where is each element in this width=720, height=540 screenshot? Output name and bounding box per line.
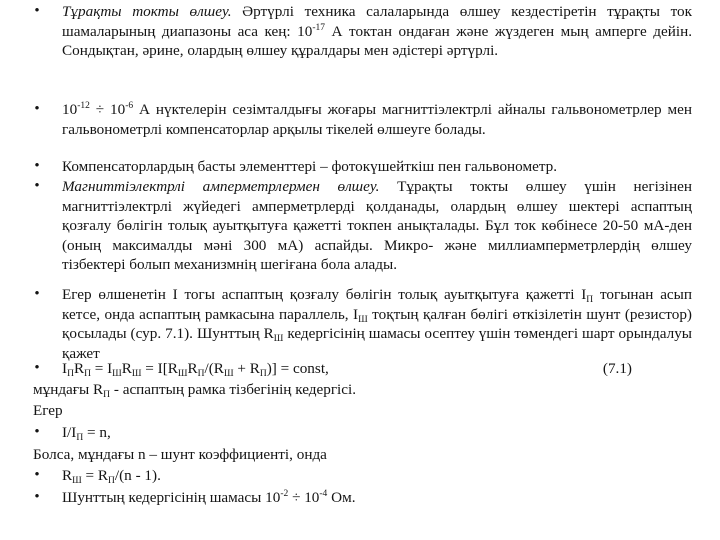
paragraph-direct-current: Тұрақты токты өлшеу. Әртүрлі техника салаларында өлшеу кездестіретін тұрақты ток шамаларының диапазоны аса кең: $10^{-17}$ А токтан ондаған және жүздеген мың амперге дейін. Сондықтан, әрине, олардың өлшеу құралдары мен әдістері әртүрлі.	[62, 3, 692, 59]
bullet-marker	[30, 157, 44, 177]
paragraph-shunt-coefficient: Болса, мұндағы n – шунт коэффициенті, онда	[33, 446, 327, 463]
bullet-marker	[30, 466, 44, 486]
bullet-marker	[30, 285, 44, 305]
paragraph-galvanometer: $10^{-12} \div 10^{-6}$ А нүктелерін сезімталдығы жоғары магниттіэлектрлі айналы гальвонометрлер мен гальвонометрлі компенсаторлар арқылы тікелей өлшеуге болады.	[62, 101, 692, 138]
bullet-marker	[30, 359, 44, 379]
bullet-marker	[30, 2, 44, 22]
paragraph-if: Егер	[33, 402, 63, 419]
paragraph-title: Магниттіэлектрлі амперметрлермен өлшеу.	[62, 178, 380, 195]
equation-7-1: $I_ПR_П = I_ШR_Ш = I[R_ШR_П/(R_Ш + R_П)]$ = const, (7.1)	[62, 360, 632, 379]
paragraph-shunt: Егер өлшенетін I тогы аспаптың қозғалу бөлігін толық ауытқытуға қажетті $I_П$ тогынан асып кетсе, онда аспаптың рамкасына параллель, $I_Ш$ тоқтың қалған бөлігі өткізілетін шунт (резистор) қосылады (сур. 7.1). Шунттың $R_Ш$ кедергісінің шамасы осептеу үшін төмендегі шарт орындалуы қажет	[62, 286, 693, 362]
bullet-marker	[30, 488, 44, 508]
equation-number: (7.1)	[602, 360, 632, 377]
paragraph-where-resistance: мұндағы $R_П$ - аспаптың рамка тізбегінің кедергісі.	[33, 381, 357, 400]
paragraph-shunt-value: Шунттың кедергісінің шамасы $10^{-2} \div 10^{-4}$ Ом.	[62, 489, 356, 506]
formula-shunt-resistance: $R_Ш = R_П/(n - 1)$.	[62, 467, 161, 486]
bullet-marker	[30, 423, 44, 443]
paragraph-ammeter: Магниттіэлектрлі амперметрлермен өлшеу. Тұрақты токты өлшеу үшін негізінен магниттіэлектрлі жүйедегі амперметрлерді қолданады, олардың өлшеу шектері аспаптың қозғалу бөлігін толық ауытқытуға қажетті токпен анықталады. Бұл ток көбінесе 20-50 мА-ден (оның максималды мәні 300 мА) аспайды. Микро- және миллиамперметрлердің өлшеу тізбектері болып механизмнің шегіғана бола алады.	[62, 178, 693, 273]
bullet-marker	[30, 177, 44, 197]
paragraph-compensator: Компенсаторлардың басты элементтері – фотокүшейткіш пен гальвонометр.	[62, 158, 558, 175]
paragraph-title: Тұрақты токты өлшеу.	[62, 3, 232, 20]
formula-current-ratio: $I/I_П = n$,	[62, 424, 111, 443]
bullet-marker	[30, 100, 44, 120]
